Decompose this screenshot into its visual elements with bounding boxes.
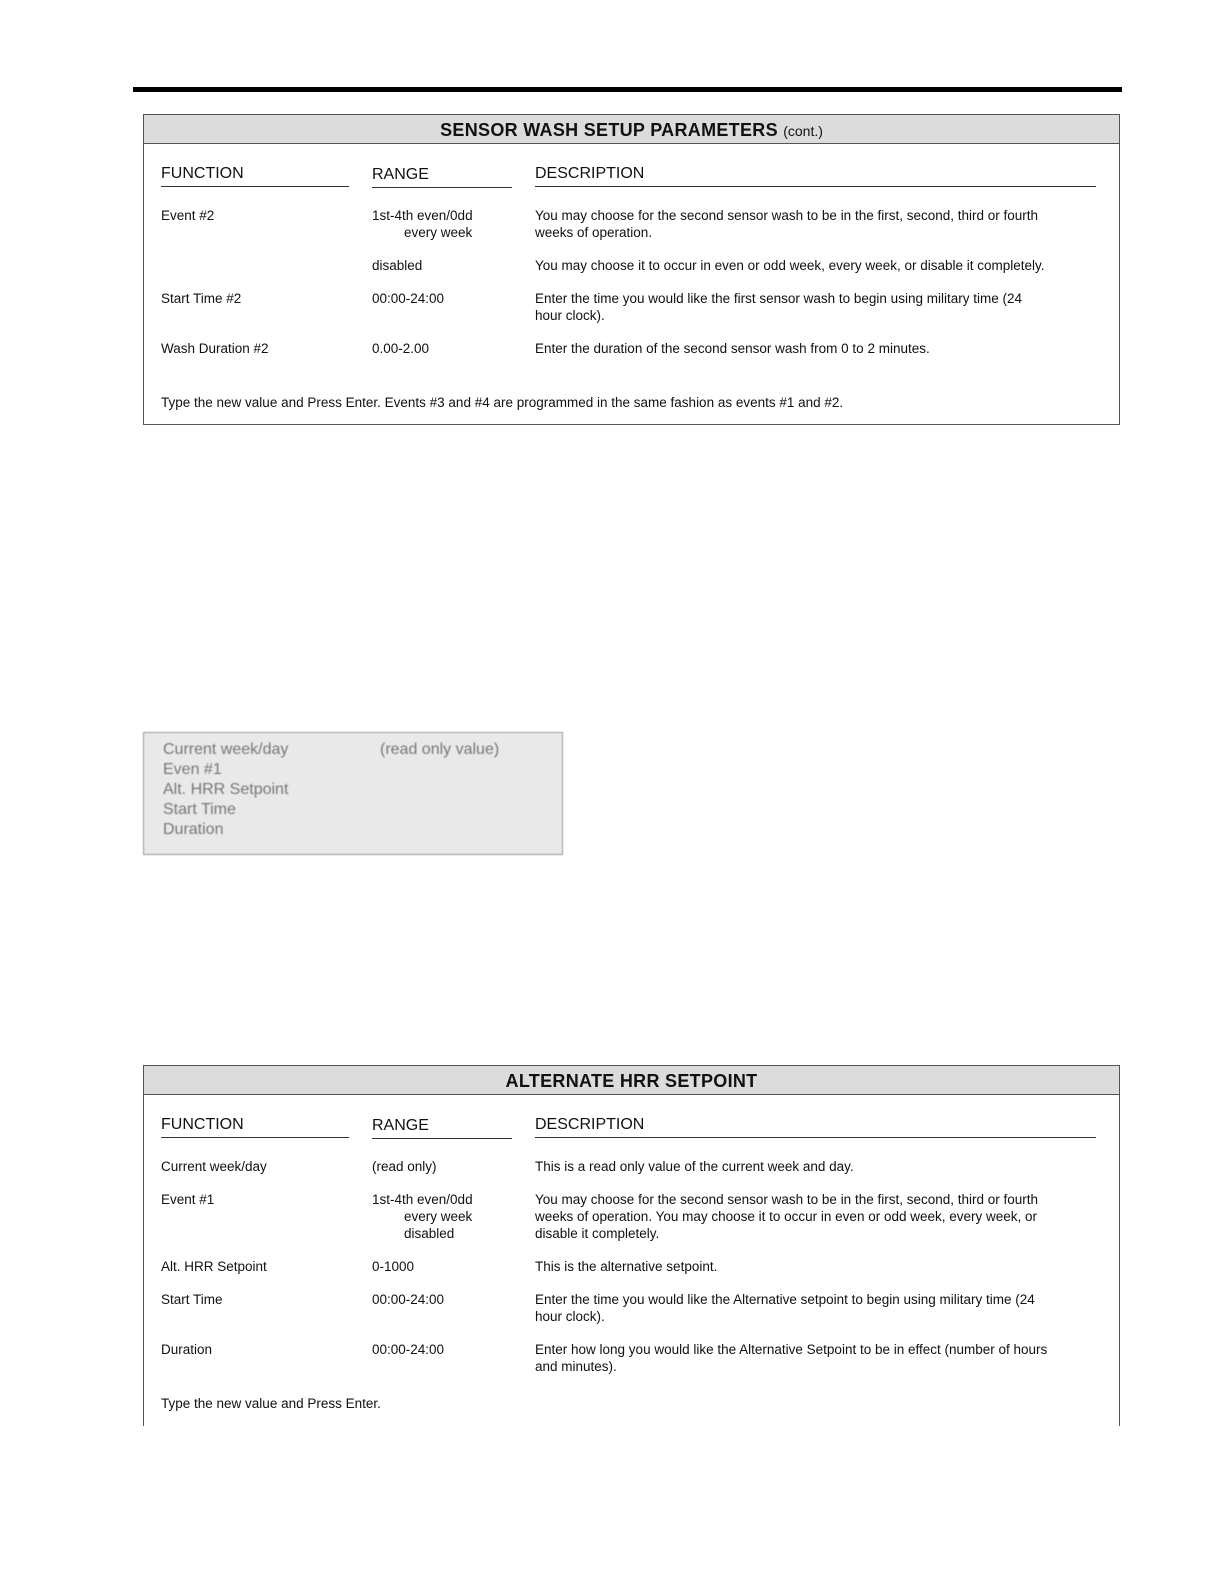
screen-line: Even #1	[163, 761, 222, 778]
row-description: You may choose for the second sensor wash to be in the first, second, third or fourth	[535, 208, 1039, 223]
title-suffix: (cont.)	[783, 123, 823, 139]
row-range: 0.00-2.00	[372, 341, 430, 356]
function-header: FUNCTION	[161, 165, 349, 187]
alt-hrr-panel	[143, 1065, 1120, 1426]
row-description: Enter the time you would like the Alternative setpoint to begin using military time (24	[535, 1292, 1035, 1307]
row-description: Enter how long you would like the Alternative Setpoint to be in effect (number of hours	[535, 1342, 1048, 1357]
sensor-wash-title	[144, 115, 1119, 144]
row-range: (read only)	[372, 1159, 437, 1174]
row-range: 00:00-24:00	[372, 1342, 445, 1357]
row-range: 1st-4th even/0dd	[372, 1192, 473, 1207]
row-range: disabled	[404, 1226, 455, 1241]
row-description: Enter the time you would like the first sensor wash to begin using military time (24	[535, 291, 1022, 306]
range-header: RANGE	[372, 1117, 512, 1139]
screen-line: Current week/day	[163, 741, 289, 758]
row-range: 0-1000	[372, 1259, 415, 1274]
row-function: Event #2	[161, 208, 215, 223]
screen-line: Duration	[163, 821, 224, 838]
read-only-label: (read only value)	[380, 741, 500, 758]
controller-screen-image	[143, 732, 563, 855]
row-description: disable it completely.	[535, 1226, 660, 1241]
row-function: Alt. HRR Setpoint	[161, 1259, 267, 1274]
row-function: Event #1	[161, 1192, 215, 1207]
row-description: weeks of operation.	[535, 225, 653, 240]
footer-note: Type the new value and Press Enter. Events #3 and #4 are programmed in the same fashion as events #1 and #2.	[161, 395, 844, 410]
alt-hrr-title: ALTERNATE HRR SETPOINT	[144, 1066, 1119, 1095]
row-range: disabled	[372, 258, 423, 273]
row-description: weeks of operation. You may choose it to occur in even or odd week, every week, or	[535, 1209, 1038, 1224]
row-function: Duration	[161, 1342, 213, 1357]
footer-note: Type the new value and Press Enter.	[161, 1396, 381, 1411]
row-description: hour clock).	[535, 1309, 605, 1324]
row-range: 00:00-24:00	[372, 1292, 445, 1307]
row-range: every week	[404, 1209, 473, 1224]
row-description: Enter the duration of the second sensor wash from 0 to 2 minutes.	[535, 341, 930, 356]
row-description: You may choose for the second sensor wash to be in the first, second, third or fourth	[535, 1192, 1039, 1207]
description-header: DESCRIPTION	[535, 1116, 1096, 1138]
function-header: FUNCTION	[161, 1116, 349, 1138]
description-header: DESCRIPTION	[535, 165, 1096, 187]
row-range: 00:00-24:00	[372, 291, 445, 306]
row-function: Start Time	[161, 1292, 223, 1307]
row-description: This is the alternative setpoint.	[535, 1259, 718, 1274]
row-function: Current week/day	[161, 1159, 267, 1174]
row-range: 1st-4th even/0dd	[372, 208, 473, 223]
row-range: every week	[404, 225, 473, 240]
row-description: This is a read only value of the current week and day.	[535, 1159, 854, 1174]
top-rule	[133, 87, 1122, 92]
screen-line: Start Time	[163, 801, 236, 818]
screen-line: Alt. HRR Setpoint	[163, 781, 289, 798]
row-description: hour clock).	[535, 308, 605, 323]
sensor-wash-panel	[143, 114, 1120, 425]
title-text: SENSOR WASH SETUP PARAMETERS	[440, 120, 778, 140]
row-function: Start Time #2	[161, 291, 242, 306]
row-description: and minutes).	[535, 1359, 617, 1374]
row-function: Wash Duration #2	[161, 341, 269, 356]
row-description: You may choose it to occur in even or odd week, every week, or disable it completely.	[535, 258, 1045, 273]
range-header: RANGE	[372, 166, 512, 188]
